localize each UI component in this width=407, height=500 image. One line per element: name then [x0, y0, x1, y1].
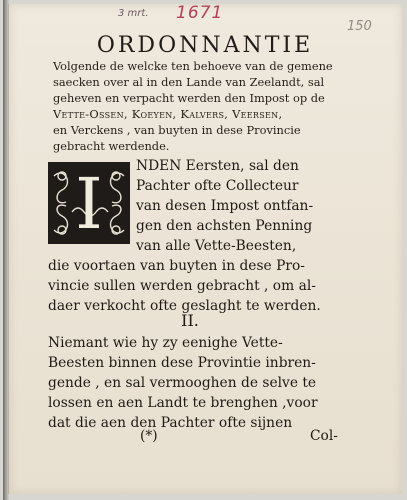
page-footer [48, 428, 358, 448]
document-title: ORDONNANTIE [96, 33, 314, 58]
text-line: gende , en sal vermooghen de selve te [48, 375, 317, 391]
text-line: vincie sullen werden gebracht , om al- [48, 278, 316, 294]
intro-line: gebracht werdende. [53, 139, 170, 153]
pencil-annotation-right: 150 [347, 19, 372, 34]
year-annotation: 1671 [176, 3, 224, 23]
text-line: van alle Vette-Beesten, [136, 238, 297, 254]
text-line: dat die aen den Pachter ofte sijnen [48, 415, 293, 431]
text-line: Beesten binnen dese Provintie inbren- [48, 355, 316, 371]
intro-paragraph [53, 58, 363, 154]
text-line: lossen en aen Landt te brenghen ,voor [48, 395, 318, 411]
intro-line: geheven en verpacht werden den Impost op de [53, 91, 325, 105]
intro-line: Volgende de welcke ten behoeve van de gemene [53, 59, 333, 73]
intro-line: saecken over al in den Lande van Zeelandt, sal [53, 75, 325, 89]
text-line: gen den achsten Penning [136, 218, 313, 234]
decorated-initial [48, 162, 130, 244]
catchword: Col- [310, 428, 338, 444]
pencil-annotation-left: 3 mrt. [118, 8, 149, 19]
intro-line: Vette-Ossen, Koeyen, Kalvers, Veersen, [53, 107, 283, 121]
text-line: NDEN Eersten, sal den [136, 158, 299, 174]
text-line: Niemant wie hy zy eenighe Vette- [48, 335, 283, 351]
text-line: die voortaen van buyten in dese Pro- [48, 258, 305, 274]
ornament-icon [48, 162, 130, 244]
dropcap-letter: I [75, 163, 103, 244]
section2-text [48, 333, 358, 433]
text-line: van desen Impost ontfan- [136, 198, 314, 214]
text-line: daer verkocht ofte geslaght te werden. [48, 298, 321, 314]
section-heading: II. [181, 311, 199, 330]
signature-mark: (*) [140, 428, 158, 444]
intro-line: en Verckens , van buyten in dese Provincie [53, 123, 301, 137]
bleed-through-text [240, 316, 360, 327]
section1-side-text [136, 156, 354, 256]
text-line: Pachter ofte Collecteur [136, 178, 299, 194]
section1-full-text [48, 256, 355, 316]
